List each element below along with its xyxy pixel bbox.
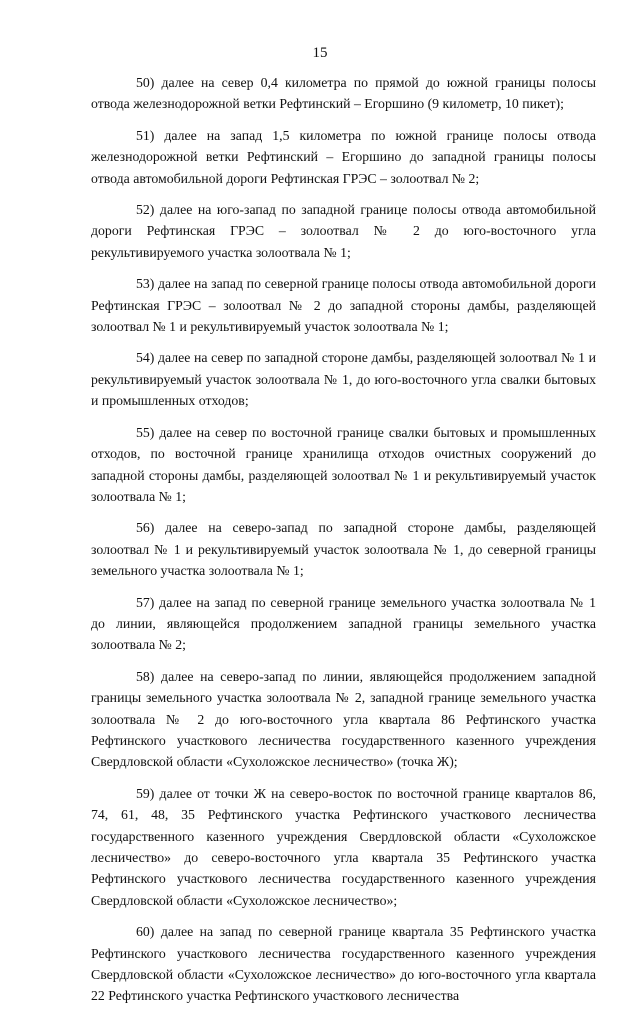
document-body [91, 72, 596, 1017]
page-number: 15 [312, 45, 328, 61]
paragraph-58: 58) далее на северо-запад по линии, являющейся продолжением западной границы земельного участка золоотвала № 2, западной границе земельного участка золоотвала № 2 до юго-восточного угла квартала 86 Рефтинского участка Рефтинского участкового лесничества государственного казенного учреждения Свердловской области «Сухоложское лесничество» (точка Ж); [91, 668, 596, 770]
paragraph-55: 55) далее на север по восточной границе свалки бытовых и промышленных отходов, по восточной границе хранилища отходов очистных сооружений до западной стороны дамбы, разделяющей золоотвал № 1 и рекультивируемый участок золоотвала № 1; [91, 424, 596, 504]
paragraph-52: 52) далее на юго-запад по западной границе полосы отвода автомобильной дороги Рефтинская ГРЭС – золоотвал № 2 до юго-восточного угла рекультивируемого участка золоотвала № 1; [91, 202, 596, 260]
paragraph-50: 50) далее на север 0,4 километра по прямой до южной границы полосы отвода железнодорожной ветки Рефтинский – Егоршино (9 километр, 10 пикет); [91, 75, 596, 112]
paragraph-56: 56) далее на северо-запад по западной стороне дамбы, разделяющей золоотвал № 1 и рекультивируемый участок золоотвала № 1, до северной границы земельного участка золоотвала № 1; [91, 520, 596, 579]
paragraph-60: 60) далее на запад по северной границе квартала 35 Рефтинского участка Рефтинского участкового лесничества государственного казенного учреждения Свердловской области «Сухоложское лесничество» до юго-восточного угла квартала 22 Рефтинского участка Рефтинского участкового лесничества [91, 924, 596, 1004]
paragraph-59: 59) далее от точки Ж на северо-восток по восточной границе кварталов 86, 74, 61, 48, 35 Рефтинского участка Рефтинского участкового лесничества государственного казенного учреждения Свердловской области «Сухоложское лесничество» до северо-восточного угла квартала 35 Рефтинского участка Рефтинского участкового лесничества государственного казенного учреждения Свердловской области «Сухоложское лесничество»; [91, 785, 596, 908]
paragraph-57: 57) далее на запад по северной границе земельного участка золоотвала № 1 до линии, являющейся продолжением западной границы земельного участка золоотвала № 2; [91, 594, 596, 653]
paragraph-51: 51) далее на запад 1,5 километра по южной границе полосы отвода железнодорожной ветки Рефтинский – Егоршино до западной границы полосы отвода автомобильной дороги Рефтинская ГРЭС – золоотвал № 2; [91, 127, 596, 186]
paragraph-54: 54) далее на север по западной стороне дамбы, разделяющей золоотвал № 1 и рекультивируемый участок золоотвала № 1, до юго-восточного угла свалки бытовых и промышленных отходов; [91, 350, 596, 409]
paragraph-53: 53) далее на запад по северной границе полосы отвода автомобильной дороги Рефтинская ГРЭС – золоотвал № 2 до западной стороны дамбы, разделяющей золоотвал № 1 и рекультивируемый участок золоотвала № 1; [91, 276, 596, 335]
